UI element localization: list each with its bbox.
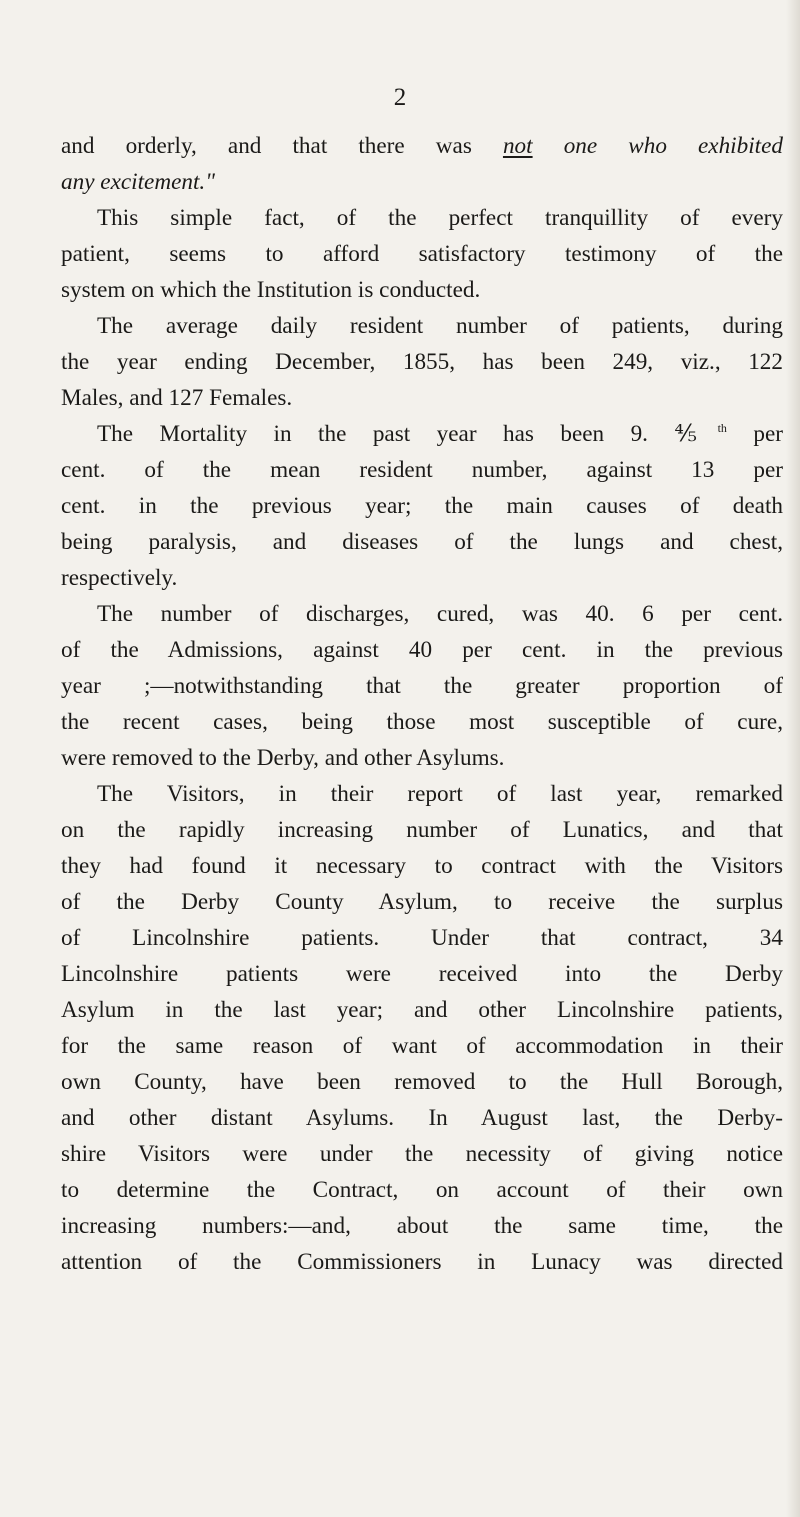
text-line: increasing numbers:—and, about the same time, the: [61, 1213, 783, 1239]
text-line: shire Visitors were under the necessity of giving notice: [61, 1141, 783, 1167]
text-line: to determine the Contract, on account of their own: [61, 1177, 783, 1203]
text-line: cent. in the previous year; the main causes of death: [61, 493, 783, 519]
text-line: patient, seems to afford satisfactory testimony of the: [61, 241, 783, 267]
text-line: cent. of the mean resident number, against 13 per: [61, 457, 783, 483]
text-line: were removed to the Derby, and other Asylums.: [61, 745, 505, 771]
text-line: Males, and 127 Females.: [61, 385, 293, 411]
page-number: 2: [393, 84, 407, 111]
text-line: on the rapidly increasing number of Lunatics, and that: [61, 817, 783, 843]
text-line: own County, have been removed to the Hull Borough,: [61, 1069, 783, 1095]
text-line: system on which the Institution is conducted.: [61, 277, 481, 303]
text-line: for the same reason of want of accommodation in their: [61, 1033, 783, 1059]
text-line: attention of the Commissioners in Lunacy was directed: [61, 1249, 783, 1275]
text-line: year ;—notwithstanding that the greater proportion of: [61, 673, 783, 699]
text-line: the recent cases, being those most susceptible of cure,: [61, 709, 783, 735]
paragraph-start: The Visitors, in their report of last year, remarked: [97, 781, 783, 807]
paragraph-start: This simple fact, of the perfect tranquillity of every: [97, 205, 783, 231]
text-segment: and orderly, and that there was: [61, 133, 503, 159]
text-line: respectively.: [61, 565, 178, 591]
text-line: Asylum in the last year; and other Lincolnshire patients,: [61, 997, 783, 1023]
text-line: they had found it necessary to contract with the Visitors: [61, 853, 783, 879]
fraction: ⅘: [674, 421, 718, 447]
emphasis-underlined: not: [502, 133, 533, 159]
text-line: [61, 128, 783, 164]
text-line: of Lincolnshire patients. Under that contract, 34: [61, 925, 783, 951]
paragraph-start: The average daily resident number of patients, during: [97, 313, 783, 339]
emphasis-italic: one who exhibited: [532, 133, 783, 159]
text-line: of the Derby County Asylum, to receive the surplus: [61, 889, 783, 915]
paragraph-start: [97, 416, 783, 452]
text-line: being paralysis, and diseases of the lungs and chest,: [61, 529, 783, 555]
text-segment: per: [726, 421, 783, 447]
paragraph-start: The number of discharges, cured, was 40. 6 per cent.: [97, 601, 783, 627]
page-edge-shadow: [786, 0, 800, 1517]
text-line: of the Admissions, against 40 per cent. in the previous: [61, 637, 783, 663]
superscript: th: [717, 421, 727, 435]
text-line: Lincolnshire patients were received into the Derby: [61, 961, 783, 987]
text-segment: The Mortality in the past year has been 9.: [97, 421, 675, 447]
text-line: and other distant Asylums. In August last, the Derby-: [61, 1105, 783, 1131]
text-line: any excitement.": [61, 169, 215, 195]
text-line: the year ending December, 1855, has been 249, viz., 122: [61, 349, 783, 375]
